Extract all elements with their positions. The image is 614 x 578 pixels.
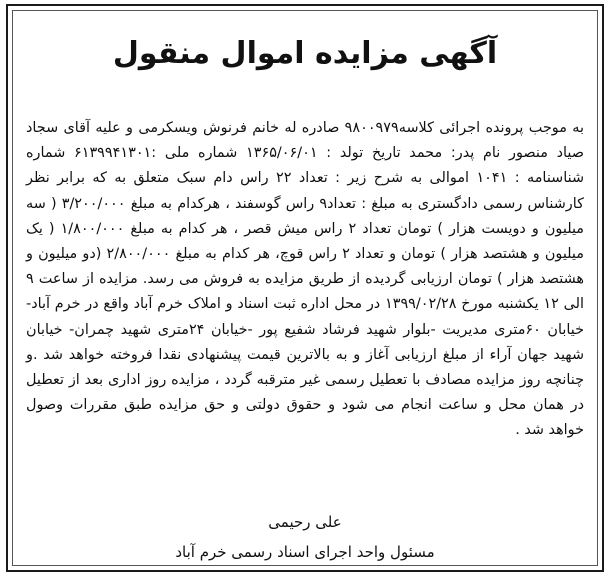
signatory-title: مسئول واحد اجرای اسناد رسمی خرم آباد (175, 543, 435, 561)
notice-frame (6, 4, 604, 572)
notice-title: آگهی مزایده اموال منقول (112, 36, 498, 71)
signatory-name: علی رحیمی (268, 513, 342, 531)
notice-body: به موجب پرونده اجرائی کلاسه۹۸۰۰۹۷۹ صادره له خانم فرنوش ویسکرمی و علیه آقای سجاد صیاد منصور نام پدر: محمد تاریخ تولد : ۱۳۶۵/۰۶/۰۱ شماره ملی :۶۱۳۹۹۴۱۳۰۱ شماره شناسنامه : ۱۰۴۱ اموالی به شرح زیر : تعداد ۲۲ راس دام سبک متعلق به که برابر نظر کارشناس رسمی دادگستری به مبلغ : تعداد۹ راس گوسفند ، هرکدام به مبلغ ۳/۲۰۰/۰۰۰ ( سه میلیون و دویست هزار ) تومان تعداد ۲ راس میش قصر ، هر کدام به مبلغ ۱/۸۰۰/۰۰۰ ( یک میلیون و هشتصد هزار ) تومان و تعداد ۲ راس قوچ، هر کدام به مبلغ ۲/۸۰۰/۰۰۰ (دو میلیون و هشتصد هزار ) تومان ارزیابی گردیده از طریق مزایده به فروش می رسد. مزایده از ساعت ۹ الی ۱۲ یکشنبه مورخ ۱۳۹۹/۰۲/۲۸ در محل اداره ثبت اسناد و املاک خرم آباد واقع در خرم آباد- خیابان ۶۰متری مدیریت -بلوار شهید فرشاد شفیع پور -خیابان ۲۴متری شهید چمران- خیابان شهید جهان آراء از مبلغ ارزیابی آغاز و به بالاترین قیمت پیشنهادی نقدا فروخته خواهد شد .و چنانچه روز مزایده مصادف با تعطیل رسمی غیر مترقبه گردد ، مزایده روز اداری بعد از تعطیل در همان محل و ساعت انجام می شود و حقوق دولتی و حق مزایده طبق مقررات وصول خواهد شد . (26, 120, 585, 439)
